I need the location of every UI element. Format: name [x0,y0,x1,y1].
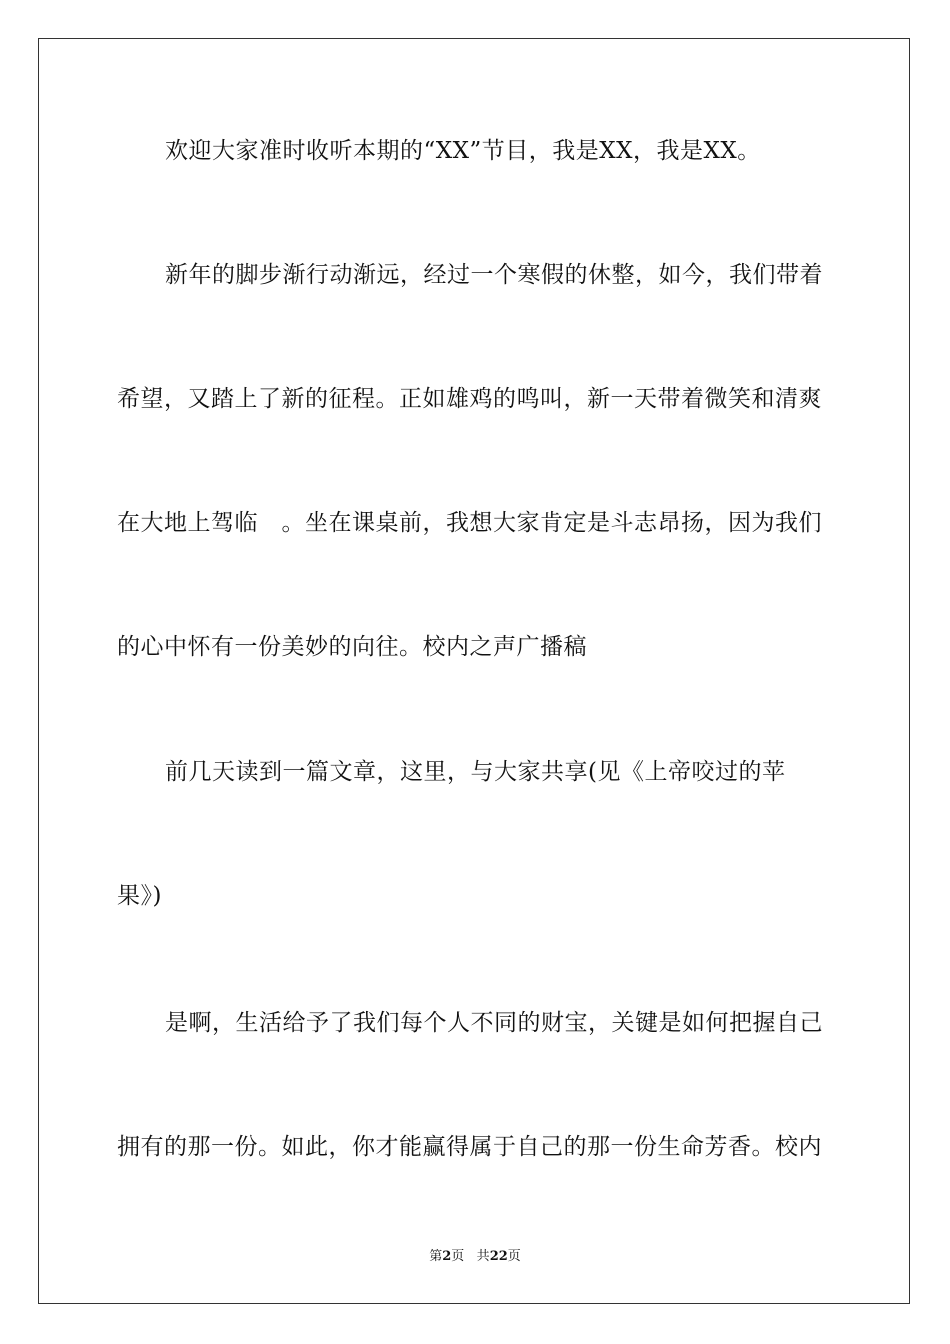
paragraph-line-3: 希望，又踏上了新的征程。正如雄鸡的鸣叫，新一天带着微笑和清爽 [117,386,822,412]
page-suffix: 页 [451,1249,465,1264]
paragraph-line-7: 果》) [117,883,162,909]
paragraph-line-5: 的心中怀有一份美妙的向往。校内之声广播稿 [117,634,587,660]
paragraph-line-9: 拥有的那一份。如此，你才能赢得属于自己的那一份生命芳香。校内 [117,1134,822,1160]
total-prefix: 共 [476,1249,490,1264]
page-number: 2 [442,1249,452,1264]
paragraph-line-6: 前几天读到一篇文章，这里，与大家共享(见《上帝咬过的苹 [165,759,786,785]
page-prefix: 第 [429,1249,443,1264]
total-pages: 22 [489,1249,508,1264]
paragraph-line-2: 新年的脚步渐行动渐远，经过一个寒假的休整，如今，我们带着 [165,262,823,288]
page-border [38,38,910,1304]
paragraph-line-8: 是啊，生活给予了我们每个人不同的财宝，关键是如何把握自己 [165,1010,823,1036]
paragraph-line-4: 在大地上驾临 。坐在课桌前，我想大家肯定是斗志昂扬，因为我们 [117,510,822,536]
paragraph-line-1: 欢迎大家准时收听本期的“XX”节目，我是XX，我是XX。 [165,138,761,164]
page-footer [0,1248,950,1266]
total-suffix: 页 [507,1249,521,1264]
